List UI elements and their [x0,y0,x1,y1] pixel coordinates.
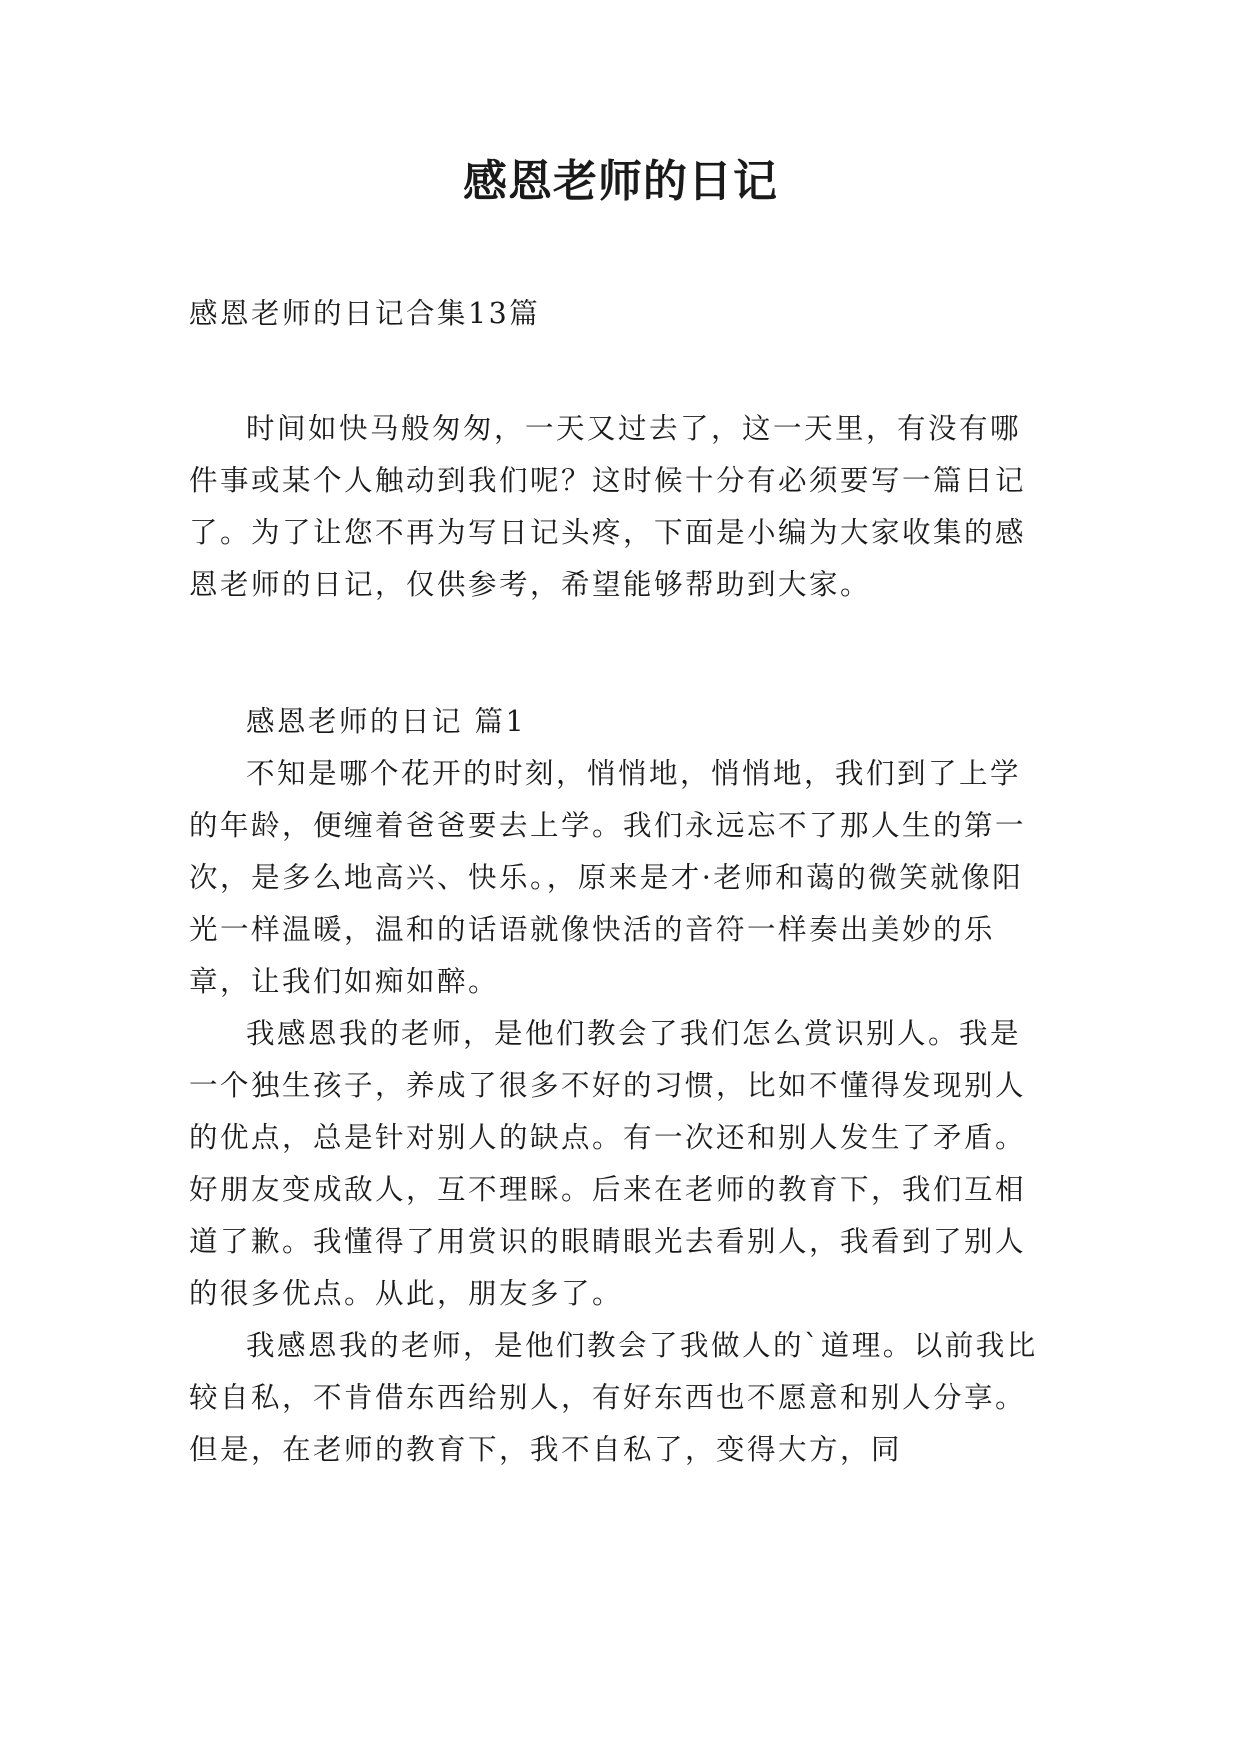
section-heading: 感恩老师的日记 篇1 [246,705,527,738]
body-paragraph-1: 不知是哪个花开的时刻，悄悄地，悄悄地，我们到了上学的年龄，便缠着爸爸要去上学。我们永远忘不了那人生的第一次，是多么地高兴、快乐。，原来是才·老师和蔼的微笑就像阳光一样温暖，温和的话语就像快活的音符一样奏出美妙的乐章，让我们如痴如醉。 [189,757,1027,998]
document-title: 感恩老师的日记 [463,156,778,207]
intro-paragraph: 时间如快马般匆匆，一天又过去了，这一天里，有没有哪件事或某个人触动到我们呢？这时候十分有必须要写一篇日记了。为了让您不再为写日记头疼，下面是小编为大家收集的感恩老师的日记，仅供参考，希望能够帮助到大家。 [189,412,1027,601]
body-paragraph-3: 我感恩我的老师，是他们教会了我做人的`道理。以前我比较自私，不肯借东西给别人，有好东西也不愿意和别人分享。但是，在老师的教育下，我不自私了，变得大方，同 [189,1329,1038,1466]
document-subtitle: 感恩老师的日记合集13篇 [189,297,541,330]
body-paragraph-2: 我感恩我的老师，是他们教会了我们怎么赏识别人。我是一个独生孩子，养成了很多不好的习惯，比如不懂得发现别人的优点，总是针对别人的缺点。有一次还和别人发生了矛盾。好朋友变成敌人，互不理睬。后来在老师的教育下，我们互相道了歉。我懂得了用赏识的眼睛眼光去看别人，我看到了别人的很多优点。从此，朋友多了。 [189,1017,1027,1310]
diary-section [189,696,1051,1476]
intro-paragraph-block [189,403,1051,611]
